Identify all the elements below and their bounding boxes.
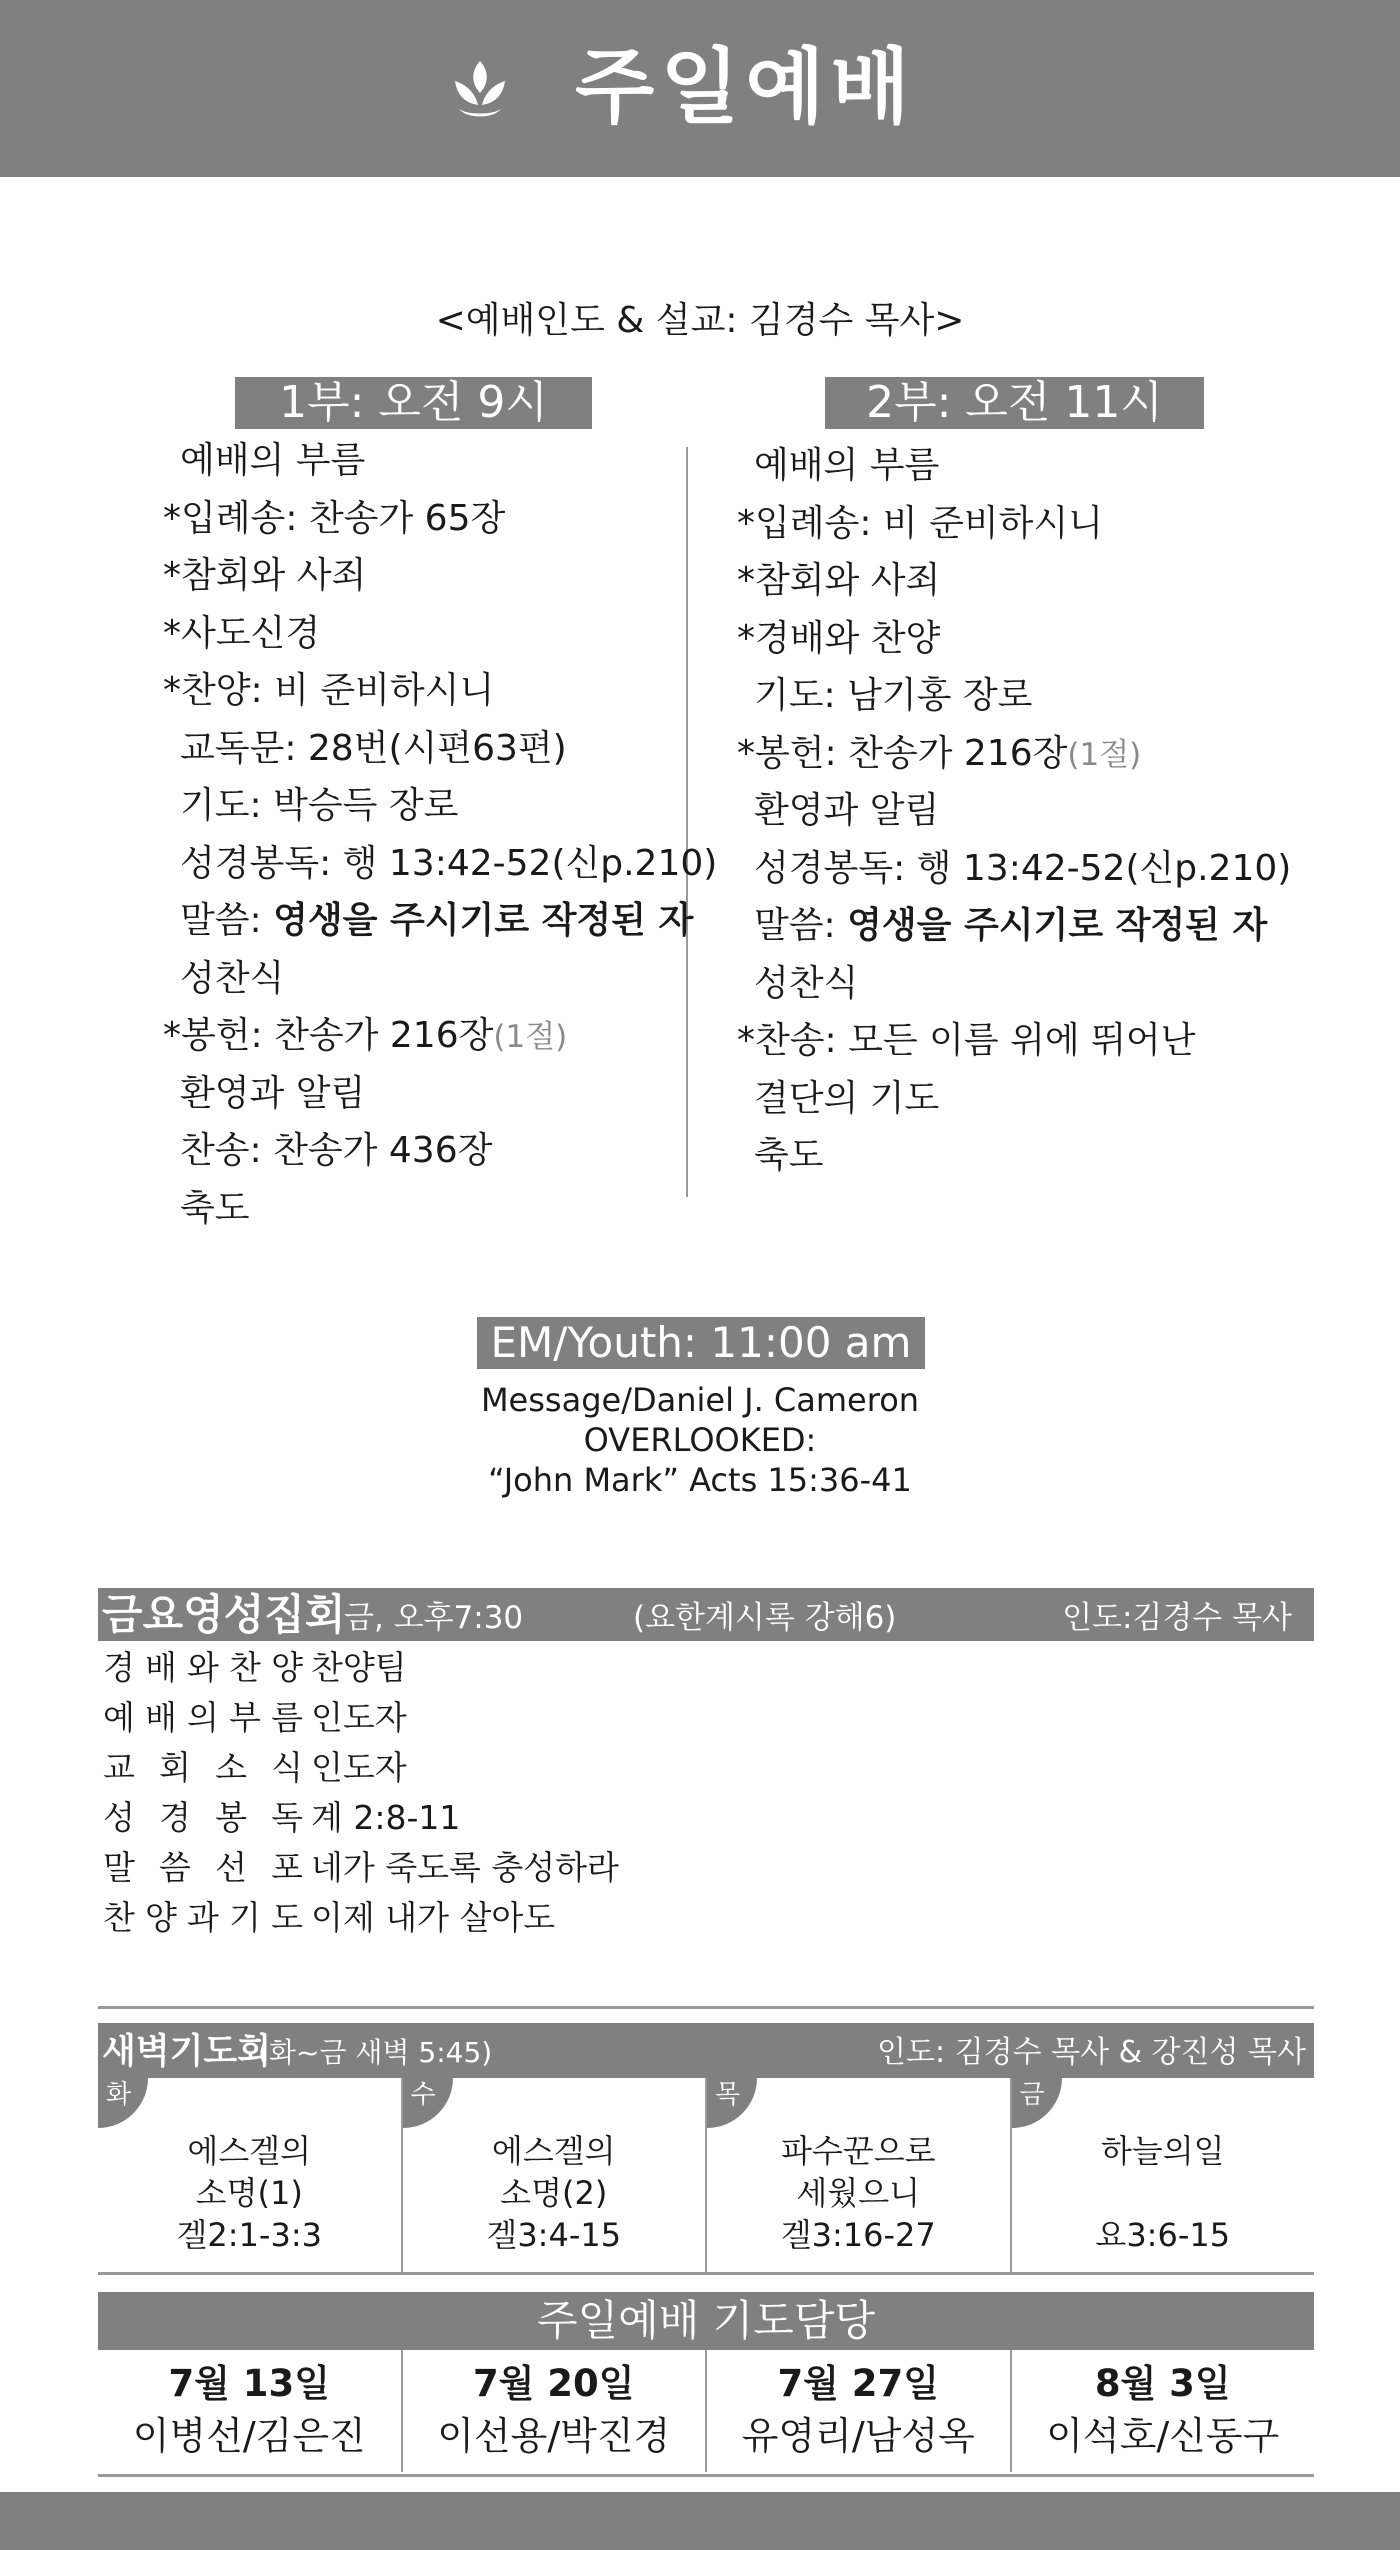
em-youth-label: EM/Youth: 11:00 am xyxy=(477,1317,925,1369)
order-prefix: * xyxy=(737,732,755,774)
key-char: 찬 xyxy=(103,1898,135,1937)
order-text: 참회와 사죄 xyxy=(181,555,367,596)
key-char: 과 xyxy=(187,1898,219,1937)
order-item xyxy=(737,725,1291,783)
key-char: 부 xyxy=(229,1698,261,1737)
order-text: 환영과 알림 xyxy=(180,1072,366,1114)
order-text: 성경봉독: 행 13:42-52(신p.210) xyxy=(180,842,718,884)
service1-label: 1부: 오전 9시 xyxy=(235,377,592,429)
friday-title: 금요영성집회 xyxy=(102,1590,346,1639)
friday-order-key xyxy=(103,1843,303,1893)
key-char: 배 xyxy=(145,1698,177,1737)
order-prefix: * xyxy=(737,560,755,601)
order-item xyxy=(163,547,717,605)
dawn-day-cell xyxy=(1012,2078,1315,2272)
friday-order-value: 계 2:8-11 xyxy=(311,1798,461,1837)
order-item xyxy=(737,552,1291,610)
order-item xyxy=(163,1065,717,1123)
key-char: 배 xyxy=(145,1648,177,1687)
service2-order xyxy=(737,437,1291,1185)
order-text: 입례송: 찬송가 65장 xyxy=(181,497,506,539)
day-tab: 화 xyxy=(98,2078,148,2128)
order-item xyxy=(163,950,717,1008)
order-item xyxy=(737,840,1291,898)
order-item xyxy=(737,1012,1291,1070)
friday-order-row xyxy=(103,1643,619,1693)
order-text: 축도 xyxy=(180,1187,250,1229)
order-item xyxy=(737,610,1291,668)
key-char: 찬 xyxy=(229,1648,261,1687)
key-char: 말 xyxy=(103,1848,135,1887)
order-item xyxy=(737,782,1291,840)
order-item xyxy=(163,432,717,490)
key-char: 봉 xyxy=(215,1798,247,1837)
order-item xyxy=(163,490,717,548)
friday-order-key xyxy=(103,1743,303,1793)
order-prefix: * xyxy=(163,555,181,596)
friday-order-key xyxy=(103,1643,303,1693)
friday-order xyxy=(103,1643,619,1943)
order-text: 경배와 찬양 xyxy=(755,617,941,659)
key-char: 씀 xyxy=(159,1848,191,1887)
key-char: 선 xyxy=(215,1848,247,1887)
dawn-time: (화~금 새벽 5:45) xyxy=(258,2036,493,2069)
dawn-schedule xyxy=(98,2078,1314,2272)
page-title: 주일예배 xyxy=(575,40,916,135)
friday-order-value: 찬양팀 xyxy=(311,1648,407,1687)
friday-time: 금, 오후7:30 xyxy=(344,1600,524,1636)
order-text: 결단의 기도 xyxy=(754,1077,940,1119)
day-tab: 목 xyxy=(707,2078,757,2128)
key-char: 와 xyxy=(187,1648,219,1687)
prayer-cell xyxy=(707,2350,1012,2472)
key-char: 포 xyxy=(271,1848,303,1887)
sermon-title: 영생을 주시기로 작정된 자 xyxy=(847,905,1268,946)
order-item xyxy=(163,662,717,720)
friday-order-value: 인도자 xyxy=(311,1698,407,1737)
order-item xyxy=(163,835,717,893)
order-prefix: * xyxy=(163,670,181,711)
key-char: 교 xyxy=(103,1748,135,1787)
key-char: 식 xyxy=(271,1748,303,1787)
day-text: 에스겔의 소명(2) 겔3:4-15 xyxy=(486,2132,622,2254)
order-item xyxy=(163,605,717,663)
order-prefix: * xyxy=(163,497,181,539)
order-text: 성찬식 xyxy=(754,962,859,1004)
day-text: 파수꾼으로 세웠으니 겔3:16-27 xyxy=(780,2132,936,2254)
order-text: 입례송: 비 준비하시니 xyxy=(755,502,1103,544)
prayer-cell xyxy=(1012,2350,1315,2472)
order-item xyxy=(737,955,1291,1013)
order-text: 환영과 알림 xyxy=(754,790,940,831)
prayer-names: 유영리/남성옥 xyxy=(741,2414,975,2458)
key-char: 예 xyxy=(103,1698,135,1737)
friday-order-value: 인도자 xyxy=(311,1748,407,1787)
prayer-duty-table xyxy=(98,2350,1314,2472)
dawn-day-cell xyxy=(403,2078,708,2272)
key-char: 기 xyxy=(229,1898,261,1937)
worship-leader-intro: <예배인도 & 설교: 김경수 목사> xyxy=(435,300,965,341)
order-prefix: * xyxy=(737,1020,755,1061)
day-tab: 수 xyxy=(403,2078,453,2128)
friday-order-key xyxy=(103,1693,303,1743)
flame-leaf-logo-icon xyxy=(445,55,515,125)
key-char: 경 xyxy=(103,1648,135,1687)
order-text: 말씀: xyxy=(754,905,848,946)
order-item xyxy=(737,1070,1291,1128)
friday-order-value: 이제 내가 살아도 xyxy=(311,1898,556,1937)
order-item xyxy=(737,897,1291,955)
day-text: 하늘의일 요3:6-15 xyxy=(1095,2132,1231,2254)
order-item xyxy=(163,777,717,835)
sermon-title: 영생을 주시기로 작정된 자 xyxy=(273,900,694,941)
key-char: 회 xyxy=(159,1748,191,1787)
friday-order-row xyxy=(103,1843,619,1893)
friday-order-row xyxy=(103,1693,619,1743)
friday-order-value: 네가 죽도록 충성하라 xyxy=(311,1848,619,1887)
friday-order-key xyxy=(103,1793,303,1843)
prayer-names: 이선용/박진경 xyxy=(437,2414,671,2458)
divider xyxy=(98,2006,1314,2009)
key-char: 도 xyxy=(271,1898,303,1937)
order-text: 찬송: 찬송가 436장 xyxy=(180,1130,493,1171)
prayer-date: 8월 3일 xyxy=(1094,2362,1231,2405)
order-text: 사도신경 xyxy=(181,612,321,654)
key-char: 성 xyxy=(103,1798,135,1837)
order-text: 말씀: xyxy=(180,900,274,941)
prayer-date: 7월 13일 xyxy=(168,2362,331,2405)
key-char: 소 xyxy=(215,1748,247,1787)
em-line: “John Mark” Acts 15:36-41 xyxy=(488,1461,912,1499)
order-item xyxy=(163,892,717,950)
divider xyxy=(98,2272,1314,2275)
order-text: 기도: 박승득 장로 xyxy=(180,785,459,826)
order-text: 성찬식 xyxy=(180,957,285,999)
key-char: 독 xyxy=(271,1798,303,1837)
order-prefix: * xyxy=(163,1015,181,1056)
service2-label: 2부: 오전 11시 xyxy=(825,377,1204,429)
em-youth-details xyxy=(0,1380,1400,1500)
friday-order-row xyxy=(103,1793,619,1843)
prayer-names: 이병선/김은진 xyxy=(132,2414,366,2458)
order-text: 찬송: 모든 이름 위에 뛰어난 xyxy=(755,1020,1196,1061)
prayer-names: 이석호/신동구 xyxy=(1046,2414,1280,2458)
order-text: 봉헌: 찬송가 216장 xyxy=(181,1015,494,1056)
order-item xyxy=(163,1180,717,1238)
order-item xyxy=(163,1122,717,1180)
key-char: 양 xyxy=(145,1898,177,1937)
prayer-cell xyxy=(98,2350,403,2472)
day-tab: 금 xyxy=(1012,2078,1062,2128)
order-text: 성경봉독: 행 13:42-52(신p.210) xyxy=(754,847,1292,889)
dawn-leader: 인도: 김경수 목사 & 강진성 목사 xyxy=(877,2035,1306,2070)
day-text: 에스겔의 소명(1) 겔2:1-3:3 xyxy=(176,2132,322,2254)
order-text: 참회와 사죄 xyxy=(755,560,941,601)
friday-order-row xyxy=(103,1893,619,1943)
order-item xyxy=(737,1127,1291,1185)
order-item xyxy=(737,495,1291,553)
prayer-duty-title: 주일예배 기도담당 xyxy=(98,2292,1314,2350)
em-line: OVERLOOKED: xyxy=(583,1421,817,1459)
footer-bar xyxy=(0,2492,1400,2550)
friday-leader: 인도:김경수 목사 xyxy=(1062,1600,1292,1636)
key-char: 경 xyxy=(159,1798,191,1837)
em-line: Message/Daniel J. Cameron xyxy=(480,1381,920,1419)
friday-order-key xyxy=(103,1893,303,1943)
verse-note: (1절) xyxy=(493,1019,568,1055)
order-prefix: * xyxy=(737,502,755,544)
key-char: 양 xyxy=(271,1648,303,1687)
dawn-day-cell xyxy=(98,2078,403,2272)
order-item xyxy=(737,667,1291,725)
friday-order-row xyxy=(103,1743,619,1793)
order-item xyxy=(737,437,1291,495)
order-prefix: * xyxy=(737,617,755,659)
order-text: 예배의 부름 xyxy=(180,440,366,481)
order-item xyxy=(163,720,717,778)
friday-service-bar xyxy=(98,1588,1314,1641)
order-item xyxy=(163,1007,717,1065)
order-text: 교독문: 28번(시편63편) xyxy=(180,727,567,769)
friday-note: (요한계시록 강해6) xyxy=(633,1600,897,1636)
order-prefix: * xyxy=(163,612,181,654)
key-char: 름 xyxy=(271,1698,303,1737)
dawn-title: 새벽기도회 xyxy=(102,2032,272,2072)
prayer-date: 7월 20일 xyxy=(472,2362,635,2405)
dawn-prayer-bar xyxy=(98,2023,1314,2078)
prayer-cell xyxy=(403,2350,708,2472)
key-char: 의 xyxy=(187,1698,219,1737)
divider xyxy=(98,2474,1314,2477)
order-text: 축도 xyxy=(754,1135,824,1176)
order-text: 예배의 부름 xyxy=(754,445,940,486)
prayer-date: 7월 27일 xyxy=(777,2362,940,2405)
dawn-day-cell xyxy=(707,2078,1012,2272)
service1-order xyxy=(163,432,717,1237)
order-text: 찬양: 비 준비하시니 xyxy=(181,670,495,711)
verse-note: (1절) xyxy=(1067,736,1142,773)
order-text: 봉헌: 찬송가 216장 xyxy=(755,732,1068,774)
order-text: 기도: 남기홍 장로 xyxy=(754,675,1033,716)
